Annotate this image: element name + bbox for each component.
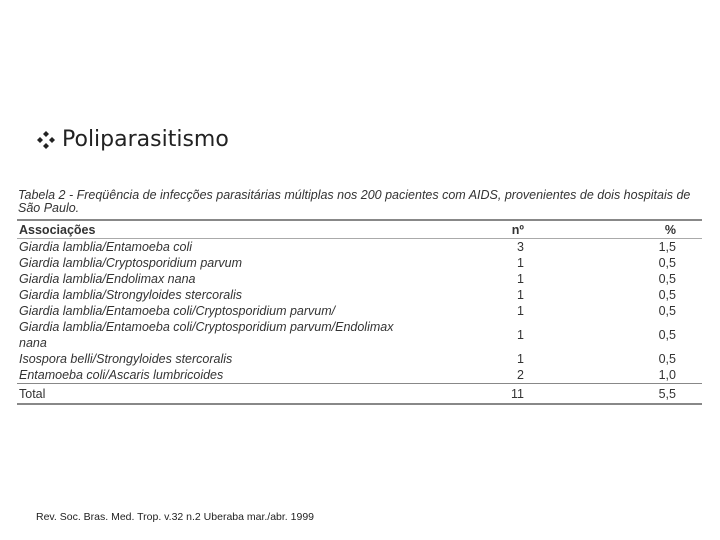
cell-pct: 0,5 xyxy=(658,328,676,342)
cell-association: Giardia lamblia/Cryptosporidium parvum xyxy=(19,256,242,270)
header-pct: % xyxy=(524,220,702,239)
cell-association: Isospora belli/Strongyloides stercoralis xyxy=(19,352,233,366)
cell-association: Giardia lamblia/Entamoeba coli/Cryptosporidium parvum/ xyxy=(19,304,336,318)
total-n: 11 xyxy=(422,384,524,405)
cell-pct: 0,5 xyxy=(658,272,676,286)
table-row xyxy=(17,271,702,287)
table-caption: Tabela 2 - Freqüência de infecções parasitárias múltiplas nos 200 pacientes com AIDS, provenientes de dois hospitais de São Paulo. xyxy=(18,188,691,215)
cell-pct: 0,5 xyxy=(658,352,676,366)
table-total-row xyxy=(17,384,702,405)
diamond-bullet-icon xyxy=(36,130,56,150)
cell-pct: 0,5 xyxy=(658,288,676,302)
cell-n: 1 xyxy=(517,272,524,286)
cell-association: Entamoeba coli/Ascaris lumbricoides xyxy=(19,368,224,382)
table-row xyxy=(17,255,702,271)
slide-title-text: Poliparasitismo xyxy=(62,127,229,152)
cell-n: 2 xyxy=(517,368,524,382)
cell-n: 1 xyxy=(517,256,524,270)
cell-association: Giardia lamblia/Entamoeba coli/Cryptosporidium parvum/Endolimax nana xyxy=(19,320,394,350)
table-row xyxy=(17,303,702,319)
cell-pct: 0,5 xyxy=(658,304,676,318)
total-label: Total xyxy=(17,384,422,405)
table-row xyxy=(17,351,702,367)
cell-association: Giardia lamblia/Strongyloides stercoralis xyxy=(19,288,243,302)
cell-pct: 0,5 xyxy=(658,256,676,270)
table-row xyxy=(17,367,702,384)
header-associacoes: Associações xyxy=(17,220,422,239)
cell-n: 1 xyxy=(517,328,524,342)
table-row xyxy=(17,287,702,303)
table-header-row xyxy=(17,220,702,239)
cell-n: 1 xyxy=(517,288,524,302)
associations-table xyxy=(17,219,702,405)
cell-pct: 1,0 xyxy=(658,368,676,382)
table-row xyxy=(17,319,702,351)
cell-n: 3 xyxy=(517,240,524,254)
total-pct: 5,5 xyxy=(524,384,702,405)
cell-n: 1 xyxy=(517,352,524,366)
cell-association: Giardia lamblia/Entamoeba coli xyxy=(19,240,193,254)
header-n: nº xyxy=(422,220,524,239)
cell-association: Giardia lamblia/Endolimax nana xyxy=(19,272,196,286)
table-row xyxy=(17,239,702,256)
slide-title xyxy=(36,127,229,152)
source-citation: Rev. Soc. Bras. Med. Trop. v.32 n.2 Uberaba mar./abr. 1999 xyxy=(36,511,315,523)
cell-pct: 1,5 xyxy=(658,240,676,254)
cell-n: 1 xyxy=(517,304,524,318)
